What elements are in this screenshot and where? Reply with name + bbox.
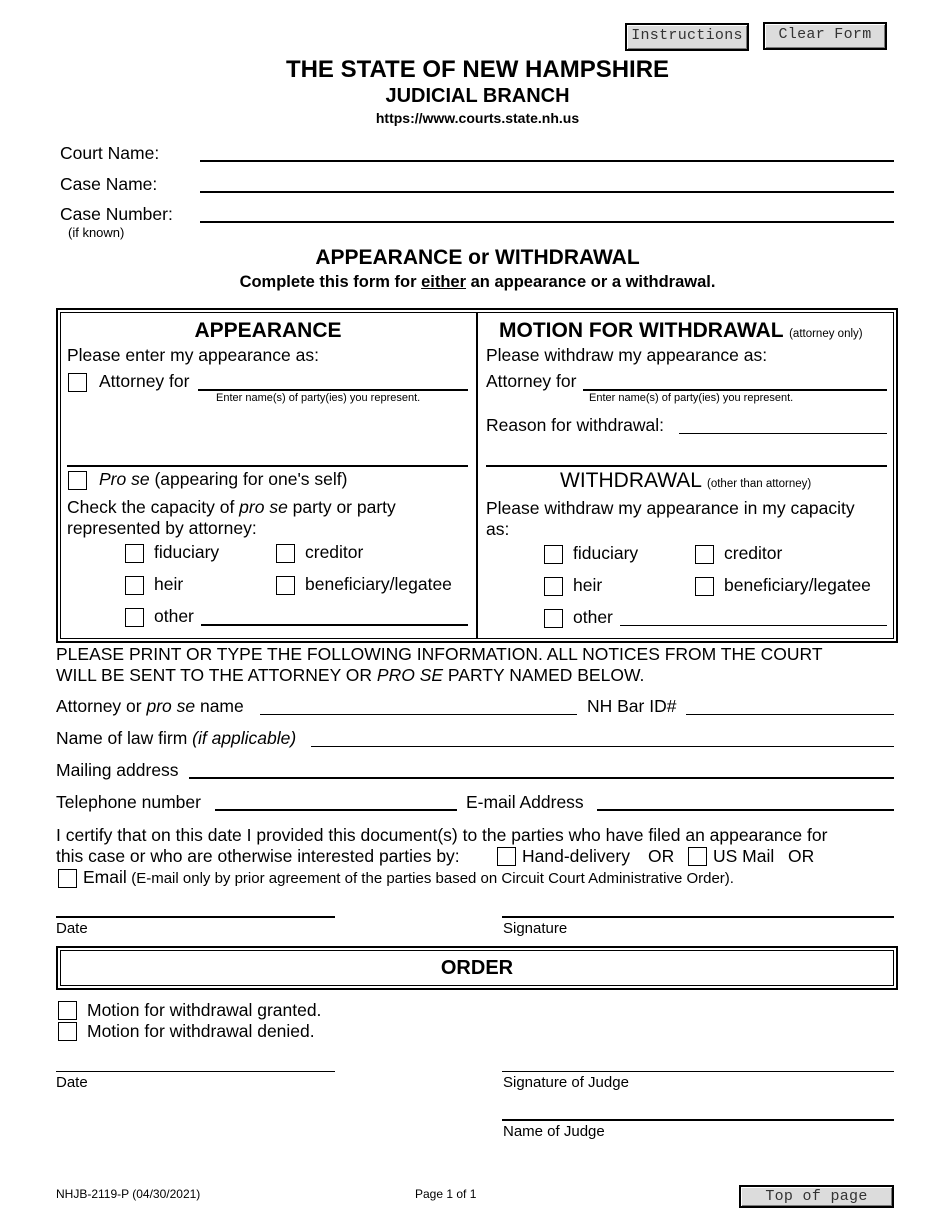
appearance-capacity-text-2: represented by attorney: [67, 518, 257, 538]
certify-text-2: this case or who are otherwise interested parties by: [56, 846, 460, 866]
appearance-capacity-text: Check the capacity of pro se party or party [67, 497, 396, 517]
judge-name-input[interactable] [502, 1119, 894, 1121]
case-number-label: Case Number: [60, 204, 173, 224]
or-text-2: OR [788, 846, 815, 866]
appearance-attorney-checkbox[interactable] [68, 373, 87, 392]
withdrawal-heading: MOTION FOR WITHDRAWAL (attorney only) [499, 319, 863, 342]
hand-delivery-label: Hand-delivery [522, 846, 630, 866]
withdrawal-other-input[interactable] [620, 625, 887, 626]
judge-signature-label: Signature of Judge [503, 1074, 629, 1091]
clear-form-button[interactable]: Clear Form [763, 22, 887, 50]
pro-se-checkbox[interactable] [68, 471, 87, 490]
withdrawal-granted-checkbox[interactable] [58, 1001, 77, 1020]
appearance-creditor-label: creditor [305, 542, 364, 562]
withdrawal-party-input[interactable] [583, 389, 887, 391]
law-firm-label: Name of law firm (if applicable) [56, 728, 297, 748]
order-heading: ORDER [440, 957, 514, 979]
withdrawal-sub-heading: WITHDRAWAL (other than attorney) [560, 469, 812, 492]
signature-input[interactable] [502, 916, 894, 918]
court-name-label: Court Name: [60, 143, 160, 163]
date-label: Date [56, 920, 88, 937]
withdrawal-intro: Please withdraw my appearance as: [486, 345, 768, 365]
bar-id-input[interactable] [686, 714, 894, 715]
withdrawal-reason-extra-input[interactable] [486, 465, 887, 467]
notice-text-1: PLEASE PRINT OR TYPE THE FOLLOWING INFORMATION. ALL NOTICES FROM THE COURT [56, 644, 823, 664]
page-number: Page 1 of 1 [415, 1187, 477, 1201]
withdrawal-creditor-label: creditor [724, 543, 783, 563]
withdrawal-reason-label: Reason for withdrawal: [486, 415, 664, 435]
email-address-input[interactable] [597, 809, 894, 811]
appearance-party-hint: Enter name(s) of party(ies) you represent. [216, 392, 421, 404]
mailing-address-label: Mailing address [56, 760, 179, 780]
pro-se-label: Pro se (appearing for one's self) [99, 469, 348, 489]
withdrawal-beneficiary-label: beneficiary/legatee [724, 575, 871, 595]
judge-name-label: Name of Judge [503, 1123, 605, 1140]
withdrawal-fiduciary-label: fiduciary [573, 543, 639, 563]
appearance-creditor-checkbox[interactable] [276, 544, 295, 563]
or-text-1: OR [648, 846, 675, 866]
appearance-fiduciary-checkbox[interactable] [125, 544, 144, 563]
form-title: APPEARANCE or WITHDRAWAL [315, 246, 640, 269]
withdrawal-denied-checkbox[interactable] [58, 1022, 77, 1041]
appearance-other-label: other [154, 606, 194, 626]
order-date-input[interactable] [56, 1071, 335, 1072]
bar-id-label: NH Bar ID# [587, 696, 677, 716]
withdrawal-heir-checkbox[interactable] [544, 577, 563, 596]
if-known-note: (if known) [68, 225, 125, 240]
withdrawal-capacity-text: Please withdraw my appearance in my capacity [486, 498, 855, 518]
case-number-input[interactable] [200, 221, 894, 223]
branch-title: JUDICIAL BRANCH [385, 85, 570, 107]
appearance-other-checkbox[interactable] [125, 608, 144, 627]
appearance-party-extra-input[interactable] [67, 465, 468, 467]
withdrawal-attorney-label: Attorney for [486, 371, 577, 391]
appearance-fiduciary-label: fiduciary [154, 542, 220, 562]
column-divider [476, 312, 478, 639]
form-subtitle: Complete this form for either an appearance or a withdrawal. [239, 273, 716, 291]
case-name-label: Case Name: [60, 174, 158, 194]
withdrawal-heir-label: heir [573, 575, 603, 595]
withdrawal-beneficiary-checkbox[interactable] [695, 577, 714, 596]
telephone-input[interactable] [215, 809, 457, 811]
certify-text-1: I certify that on this date I provided this document(s) to the parties who have filed an appearance for [56, 825, 828, 845]
attorney-name-label: Attorney or pro se name [56, 696, 244, 716]
attorney-name-input[interactable] [260, 714, 577, 715]
state-title: THE STATE OF NEW HAMPSHIRE [285, 56, 670, 83]
email-service-checkbox[interactable] [58, 869, 77, 888]
us-mail-label: US Mail [713, 846, 775, 866]
withdrawal-denied-label: Motion for withdrawal denied. [87, 1021, 315, 1041]
date-input[interactable] [56, 916, 335, 918]
appearance-attorney-label: Attorney for [99, 371, 190, 391]
court-url: https://www.courts.state.nh.us [375, 110, 580, 126]
appearance-intro: Please enter my appearance as: [67, 345, 319, 365]
court-name-input[interactable] [200, 160, 894, 162]
withdrawal-other-checkbox[interactable] [544, 609, 563, 628]
email-service-label: Email (E-mail only by prior agreement of the parties based on Circuit Court Administrative Order). [83, 867, 734, 887]
form-id: NHJB-2119-P (04/30/2021) [56, 1187, 201, 1201]
withdrawal-reason-input[interactable] [679, 433, 887, 434]
law-firm-input[interactable] [311, 746, 894, 747]
email-address-label: E-mail Address [466, 792, 584, 812]
us-mail-checkbox[interactable] [688, 847, 707, 866]
appearance-other-input[interactable] [201, 624, 468, 626]
withdrawal-party-hint: Enter name(s) of party(ies) you represent. [589, 392, 794, 404]
instructions-button[interactable]: Instructions [625, 23, 749, 51]
appearance-party-input[interactable] [198, 389, 468, 391]
signature-label: Signature [503, 920, 568, 937]
telephone-label: Telephone number [56, 792, 201, 812]
withdrawal-capacity-text-2: as: [486, 519, 510, 539]
appearance-beneficiary-checkbox[interactable] [276, 576, 295, 595]
appearance-heir-label: heir [154, 574, 184, 594]
order-date-label: Date [56, 1074, 88, 1091]
judge-signature-input[interactable] [502, 1071, 894, 1072]
hand-delivery-checkbox[interactable] [497, 847, 516, 866]
withdrawal-fiduciary-checkbox[interactable] [544, 545, 563, 564]
notice-text-2: WILL BE SENT TO THE ATTORNEY OR PRO SE PARTY NAMED BELOW. [56, 665, 645, 685]
withdrawal-granted-label: Motion for withdrawal granted. [87, 1000, 322, 1020]
appearance-heading: APPEARANCE [194, 319, 342, 342]
top-of-page-button[interactable]: Top of page [739, 1185, 894, 1208]
withdrawal-creditor-checkbox[interactable] [695, 545, 714, 564]
mailing-address-input[interactable] [189, 777, 894, 779]
appearance-heir-checkbox[interactable] [125, 576, 144, 595]
withdrawal-other-label: other [573, 607, 613, 627]
appearance-beneficiary-label: beneficiary/legatee [305, 574, 452, 594]
case-name-input[interactable] [200, 191, 894, 193]
